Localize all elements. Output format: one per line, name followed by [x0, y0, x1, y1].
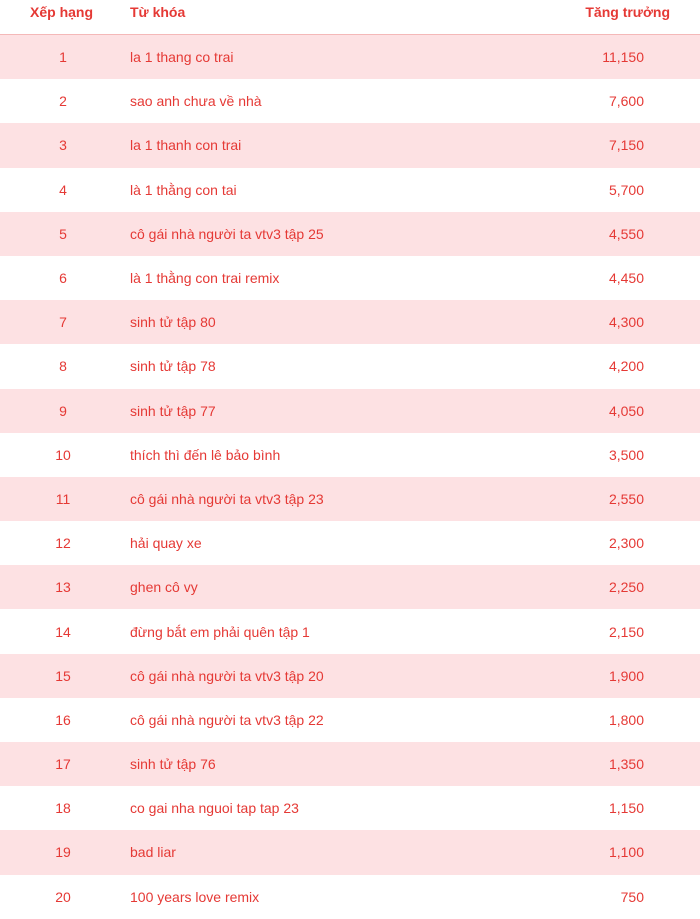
table-row	[0, 123, 700, 167]
table-row	[0, 742, 700, 786]
header-growth: Tăng trưởng	[585, 4, 670, 20]
row-keyword: sinh tử tập 76	[130, 756, 216, 773]
row-keyword: co gai nha nguoi tap tap 23	[130, 800, 299, 817]
row-keyword: ghen cô vy	[130, 579, 198, 596]
table-row	[0, 212, 700, 256]
row-rank: 14	[55, 623, 71, 640]
row-growth: 2,250	[608, 579, 644, 596]
row-growth: 1,150	[608, 800, 644, 817]
table-row	[0, 786, 700, 830]
row-growth: 4,450	[608, 270, 644, 287]
row-rank: 10	[55, 446, 71, 463]
header-rank: Xếp hạng	[30, 4, 94, 20]
table-row	[0, 389, 700, 433]
row-keyword: sao anh chưa về nhà	[130, 93, 262, 110]
row-growth: 1,350	[608, 756, 644, 773]
row-rank: 5	[59, 225, 67, 242]
row-growth: 11,150	[602, 49, 644, 66]
row-rank: 9	[59, 402, 67, 419]
row-rank: 16	[55, 711, 71, 728]
row-growth: 750	[620, 888, 644, 905]
row-growth: 4,550	[608, 225, 644, 242]
row-rank: 7	[59, 314, 67, 331]
row-growth: 1,100	[608, 844, 644, 861]
row-rank: 1	[59, 49, 67, 66]
table-row	[0, 35, 700, 79]
row-growth: 2,150	[608, 623, 644, 640]
table-row	[0, 433, 700, 477]
row-growth: 4,200	[608, 358, 644, 375]
row-keyword: cô gái nhà người ta vtv3 tập 23	[130, 490, 324, 507]
row-keyword: sinh tử tập 78	[130, 358, 216, 375]
row-rank: 11	[55, 490, 71, 507]
row-keyword: cô gái nhà người ta vtv3 tập 20	[130, 667, 324, 684]
row-growth: 1,900	[608, 667, 644, 684]
table-row	[0, 256, 700, 300]
table-row	[0, 609, 700, 653]
row-rank: 19	[55, 844, 71, 861]
row-growth: 5,700	[608, 181, 644, 198]
row-keyword: hải quay xe	[130, 535, 202, 552]
row-growth: 1,800	[608, 711, 644, 728]
row-rank: 3	[59, 137, 67, 154]
row-rank: 8	[59, 358, 67, 375]
row-keyword: bad liar	[130, 844, 176, 861]
row-rank: 17	[55, 756, 71, 773]
row-growth: 2,550	[608, 490, 644, 507]
row-keyword: đừng bắt em phải quên tập 1	[130, 623, 310, 640]
row-rank: 13	[55, 579, 71, 596]
table-row	[0, 830, 700, 874]
row-growth: 2,300	[608, 535, 644, 552]
table-header	[0, 0, 700, 35]
row-keyword: sinh tử tập 80	[130, 314, 216, 331]
table-row	[0, 654, 700, 698]
table-row	[0, 565, 700, 609]
row-keyword: là 1 thằng con trai remix	[130, 270, 280, 287]
row-rank: 2	[59, 93, 67, 110]
table-row	[0, 477, 700, 521]
row-keyword: là 1 thằng con tai	[130, 181, 237, 198]
table-row	[0, 698, 700, 742]
table-row	[0, 79, 700, 123]
row-rank: 12	[55, 535, 71, 552]
header-keyword: Từ khóa	[130, 4, 186, 20]
row-rank: 18	[55, 800, 71, 817]
row-rank: 4	[59, 181, 67, 198]
row-rank: 20	[55, 888, 71, 905]
table-row	[0, 875, 700, 919]
table-row	[0, 344, 700, 388]
row-growth: 3,500	[608, 446, 644, 463]
row-growth: 7,150	[608, 137, 644, 154]
row-growth: 4,050	[608, 402, 644, 419]
row-rank: 15	[55, 667, 71, 684]
row-keyword: cô gái nhà người ta vtv3 tập 25	[130, 225, 324, 242]
row-keyword: la 1 thang co trai	[130, 49, 234, 66]
row-keyword: sinh tử tập 77	[130, 402, 216, 419]
row-rank: 6	[59, 270, 67, 287]
row-keyword: cô gái nhà người ta vtv3 tập 22	[130, 711, 324, 728]
row-keyword: la 1 thanh con trai	[130, 137, 242, 154]
table-row	[0, 521, 700, 565]
row-keyword: 100 years love remix	[130, 888, 260, 905]
row-growth: 4,300	[608, 314, 644, 331]
row-growth: 7,600	[608, 93, 644, 110]
table-row	[0, 168, 700, 212]
table-row	[0, 300, 700, 344]
row-keyword: thích thì đến lê bảo bình	[130, 446, 281, 463]
